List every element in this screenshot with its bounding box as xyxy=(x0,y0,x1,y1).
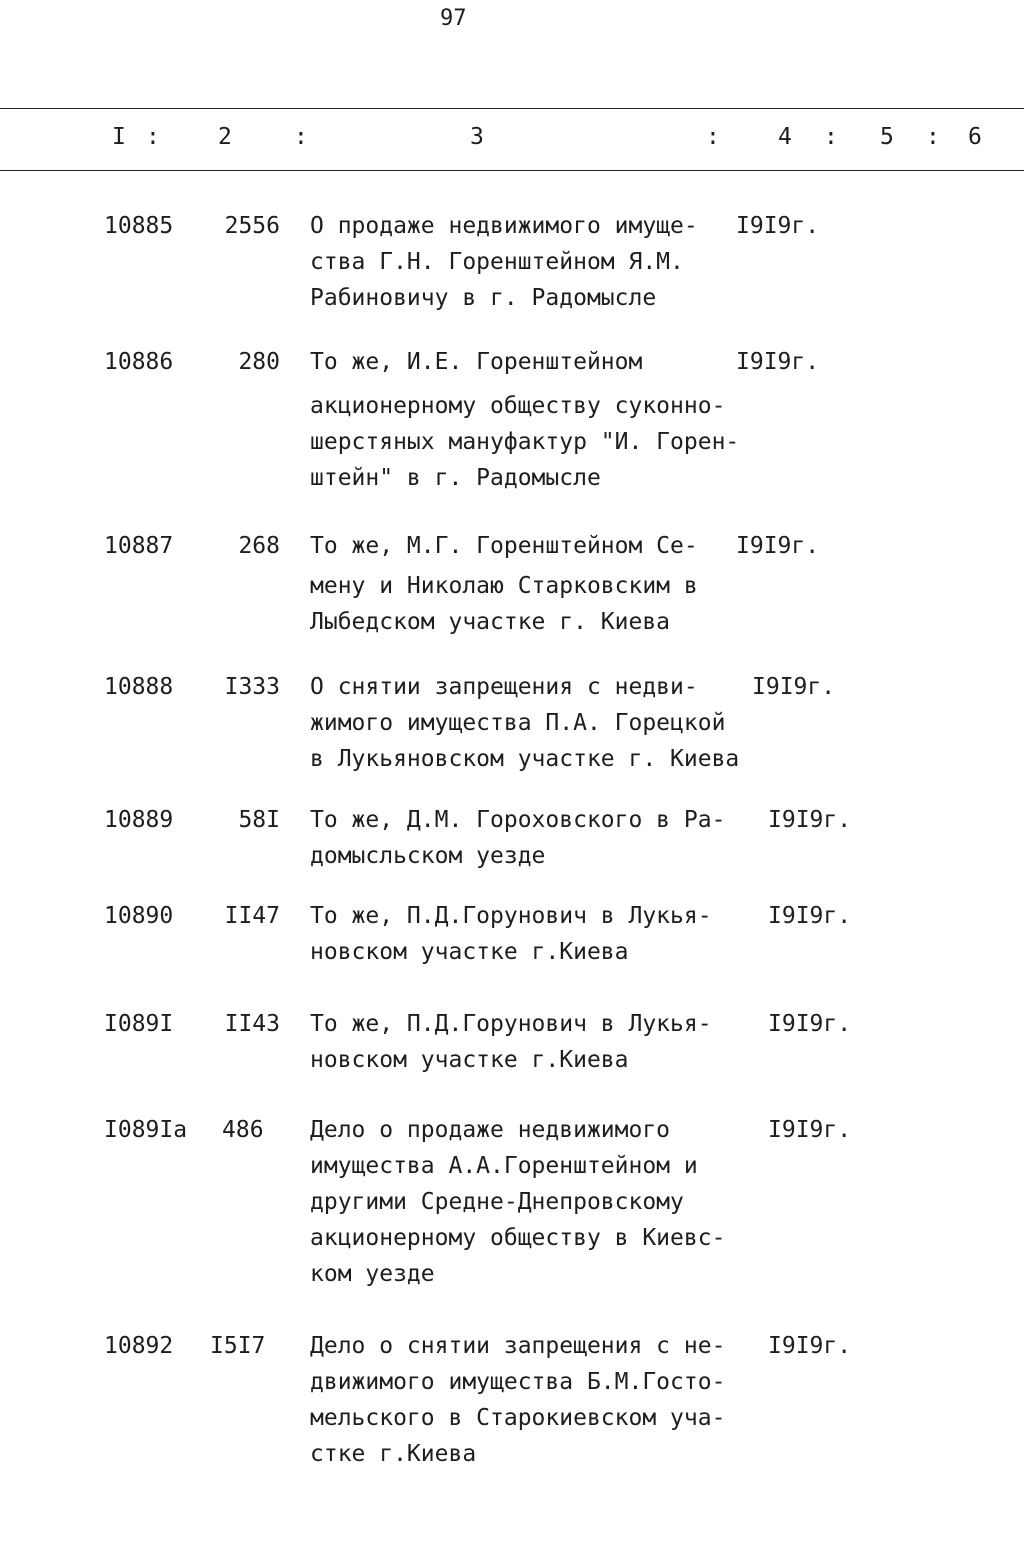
description-line: домысльском уезде xyxy=(310,843,546,869)
entry-year: I9I9г. xyxy=(768,1011,852,1037)
description-line: движимого имущества Б.М.Госто- xyxy=(310,1369,726,1395)
description-line: Лыбедском участке г. Киева xyxy=(310,609,671,635)
description-line: в Лукьяновском участке г. Киева xyxy=(310,746,740,772)
entry-number: 10890 xyxy=(104,903,174,929)
description-line: стке г.Киева xyxy=(310,1441,477,1467)
column-header-5: 5 xyxy=(880,124,894,150)
entry-year: I9I9г. xyxy=(768,903,852,929)
description-line: имущества А.А.Горенштейном и xyxy=(310,1153,698,1179)
entry-year: I9I9г. xyxy=(768,807,852,833)
entry-description xyxy=(310,344,739,496)
entry-sheet-count: II43 xyxy=(224,1011,280,1037)
description-line: штейн" в г. Радомысле xyxy=(310,465,601,491)
column-separator: : xyxy=(824,124,838,150)
header-bottom-rule xyxy=(0,170,1024,171)
column-separator: : xyxy=(926,124,940,150)
entry-number: I089I xyxy=(104,1011,174,1037)
entry-description xyxy=(310,1328,725,1472)
column-separator: : xyxy=(146,124,160,150)
entry-description xyxy=(310,528,698,640)
entry-year: I9I9г. xyxy=(768,1333,852,1359)
entry-number: 10886 xyxy=(104,349,174,375)
entry-sheet-count: 268 xyxy=(238,533,280,559)
column-header-2: 2 xyxy=(218,124,232,150)
entry-description xyxy=(310,208,698,316)
entry-year: I9I9г. xyxy=(768,1117,852,1143)
entry-sheet-count: 280 xyxy=(238,349,280,375)
entry-number: 10885 xyxy=(104,213,174,239)
entry-year: I9I9г. xyxy=(736,349,820,375)
column-header-3: 3 xyxy=(470,124,484,150)
description-line: То же, П.Д.Горунович в Лукья- xyxy=(310,903,712,929)
description-line: То же, И.Е. Горенштейном xyxy=(310,349,643,375)
description-line: другими Средне-Днепровскому xyxy=(310,1189,684,1215)
entry-description xyxy=(310,898,712,970)
description-line: То же, П.Д.Горунович в Лукья- xyxy=(310,1011,712,1037)
column-header-4: 4 xyxy=(778,124,792,150)
entry-year: I9I9г. xyxy=(736,213,820,239)
description-line: Рабиновичу в г. Радомысле xyxy=(310,285,657,311)
description-line: Дело о снятии запрещения с не- xyxy=(310,1333,726,1359)
entry-description xyxy=(310,802,725,874)
entry-sheet-count: 486 xyxy=(222,1117,264,1143)
description-line: Дело о продаже недвижимого xyxy=(310,1117,671,1143)
entry-year: I9I9г. xyxy=(736,533,820,559)
description-line: шерстяных мануфактур "И. Горен- xyxy=(310,429,740,455)
description-line: акционерному обществу в Киевс- xyxy=(310,1225,726,1251)
description-line: акционерному обществу суконно- xyxy=(310,393,726,419)
description-line: мену и Николаю Старковским в xyxy=(310,573,698,599)
description-line: То же, М.Г. Горенштейном Се- xyxy=(310,533,698,559)
description-line: То же, Д.М. Гороховского в Ра- xyxy=(310,807,726,833)
column-header-6: 6 xyxy=(968,124,982,150)
description-line: ком уезде xyxy=(310,1261,435,1287)
description-line: ства Г.Н. Горенштейном Я.М. xyxy=(310,249,684,275)
entry-number: 10888 xyxy=(104,674,174,700)
description-line: жимого имущества П.А. Горецкой xyxy=(310,710,726,736)
entry-sheet-count: 2556 xyxy=(224,213,280,239)
header-top-rule xyxy=(0,108,1024,109)
description-line: О снятии запрещения с недви- xyxy=(310,674,698,700)
entry-sheet-count: 58I xyxy=(238,807,280,833)
column-header-1: I xyxy=(112,124,126,150)
entry-description xyxy=(310,669,739,777)
column-separator: : xyxy=(294,124,308,150)
entry-number: I089Iа xyxy=(104,1117,188,1143)
entry-year: I9I9г. xyxy=(752,674,836,700)
entry-number: 10889 xyxy=(104,807,174,833)
entry-description xyxy=(310,1006,712,1078)
entry-sheet-count: II47 xyxy=(224,903,280,929)
entry-number: 10892 xyxy=(104,1333,174,1359)
entry-sheet-count: I333 xyxy=(224,674,280,700)
entry-description xyxy=(310,1112,725,1292)
entry-number: 10887 xyxy=(104,533,174,559)
entry-sheet-count: I5I7 xyxy=(210,1333,266,1359)
page-number: 97 xyxy=(440,6,467,31)
description-line: мельского в Старокиевском уча- xyxy=(310,1405,726,1431)
description-line: новском участке г.Киева xyxy=(310,1047,629,1073)
description-line: новском участке г.Киева xyxy=(310,939,629,965)
column-separator: : xyxy=(706,124,720,150)
description-line: О продаже недвижимого имуще- xyxy=(310,213,698,239)
